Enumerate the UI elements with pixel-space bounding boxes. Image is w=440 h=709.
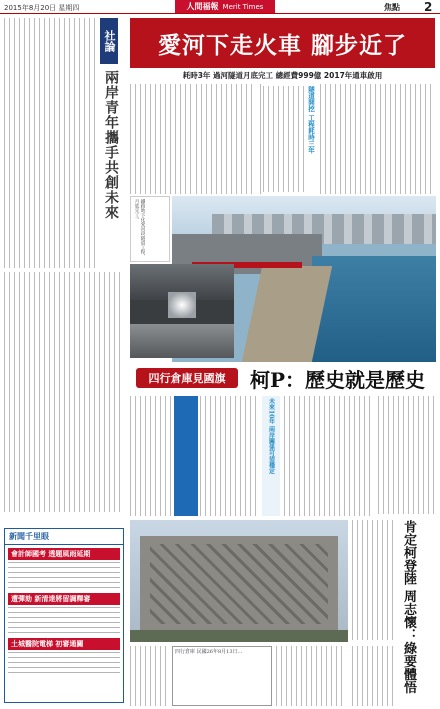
sub-headline-column (262, 396, 280, 516)
photo-caption-text: 四行倉庫 民國26年8月13日... (175, 649, 243, 655)
main-story-inset (260, 84, 316, 194)
editorial-body-text-2 (4, 272, 120, 512)
sub-headline: 未來10年 兩岸關係可望穩定 (267, 398, 275, 475)
bullet-holes (150, 544, 328, 624)
brief-title: 會計師國考 透題風雨延期 (8, 548, 120, 560)
main-headline-banner (130, 18, 435, 68)
brief-text (8, 652, 120, 676)
logo-cn: 人間福報 (186, 2, 219, 11)
feature-tag-box (136, 368, 238, 388)
feature-text-3 (284, 396, 374, 516)
feature-text-1 (130, 396, 172, 516)
inset-text (263, 86, 305, 192)
feature-inset (174, 396, 198, 516)
sidebar-title: 新聞千里眼 (5, 529, 123, 545)
tunnel-floor (130, 324, 234, 358)
page-header (0, 0, 440, 14)
section-name: 焦點 (384, 3, 400, 12)
tunnel-photo (130, 264, 234, 358)
editorial-title: 兩岸青年攜手共創未來 (103, 70, 119, 220)
main-story-text-2 (196, 84, 256, 194)
issue-date: 2015年8月20日 星期四 (4, 4, 80, 12)
main-story-text-1 (130, 84, 192, 194)
ground (130, 630, 348, 642)
feature-headline: 柯P：歷史就是歷史 (250, 368, 426, 392)
side-story-text (378, 396, 436, 514)
page-number: 2 (424, 0, 433, 14)
editorial-body-text (4, 18, 98, 268)
feature-tag: 四行倉庫見國旗 (148, 372, 226, 385)
brief-text (8, 562, 120, 590)
sidebar-briefs (4, 528, 124, 703)
editorial-tag-box (100, 18, 118, 64)
main-subhead: 耗時3年 過河隧道月底完工 總經費999億 2017年通車啟用 (182, 71, 383, 80)
feature-bottom-text-2 (276, 646, 346, 706)
brief-title: 土城醫院電梯 初審通關 (8, 638, 120, 650)
feature-bottom-text-1 (130, 646, 170, 706)
photo-caption: 鐵路地下化愛河段隧道工程，月底完工。 (134, 199, 145, 259)
main-story-text-3 (320, 84, 435, 194)
logo-en: Merit Times (222, 2, 264, 11)
side-headline: 肯定柯登陸 周志懷：綠要體悟 (401, 520, 416, 694)
main-headline: 愛河下走火車 腳步近了 (157, 31, 407, 59)
side-story-text-3 (352, 646, 396, 706)
feature-photo-caption (172, 646, 272, 706)
tunnel-light (168, 292, 196, 318)
photo-caption-box (130, 196, 170, 262)
brief-title: 遭彈劾 新清達將留調釋審 (8, 593, 120, 605)
side-story-text-2 (352, 520, 396, 640)
feature-text-2 (200, 396, 260, 516)
brief-text (8, 607, 120, 635)
masthead-logo (175, 0, 275, 13)
inset-title: 隧道開挖 工程耗時三年 (307, 86, 315, 154)
editorial-tag: 社論 (103, 30, 116, 52)
warehouse-photo (130, 520, 348, 642)
